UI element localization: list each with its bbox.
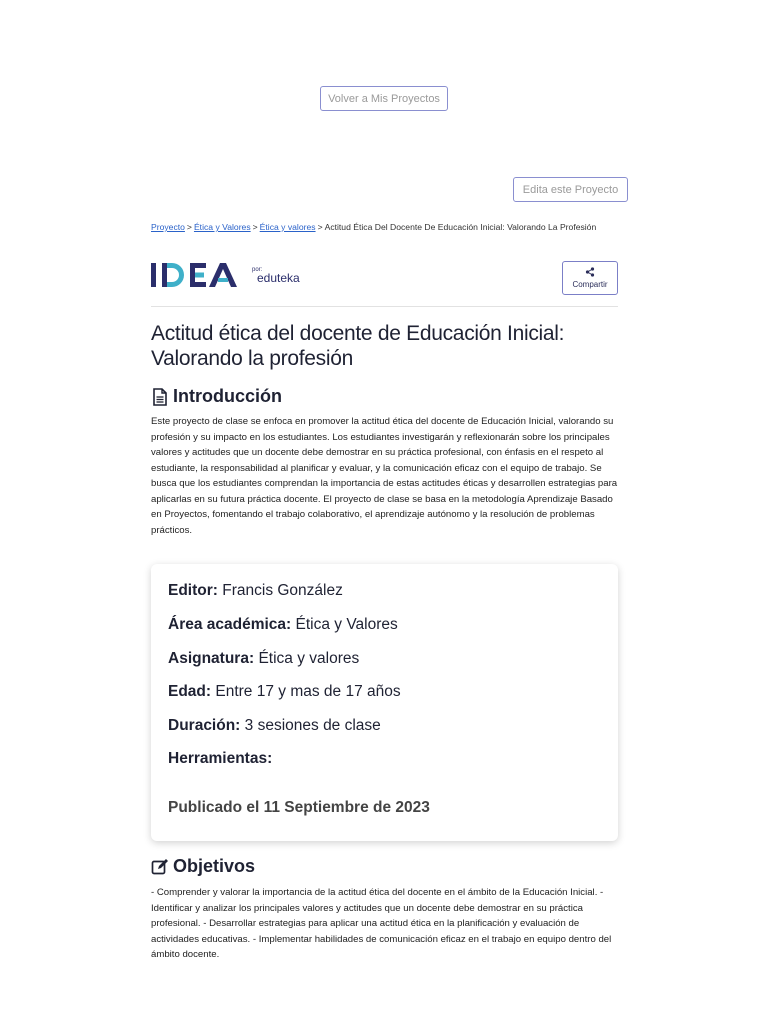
intro-text: Este proyecto de clase se enfoca en promover la actitud ética del docente de Educación Inicial, valorando su profesión y su impacto en los estudiantes. Los estudiantes investigarán y reflexionarán sobre los principales valores y actitudes que un docente debe demostrar en su práctica profesional, con énfasis en el respeto al estudiante, la responsabilidad al planificar y evaluar, y la comunicación eficaz con el equipo de trabajo. Se busca que los estudiantes comprendan la importancia de estas actitudes éticas y desarrollen estrategias para aplicarlas en su futura práctica docente. El proyecto de clase se basa en la metodología Aprendizaje Basado en Proyectos, fomentando el trabajo colaborativo, el aprendizaje autónomo y la resolución de problemas prácticos.	[151, 416, 618, 536]
intro-heading-label: Introducción	[173, 386, 282, 406]
share-button[interactable]	[562, 261, 618, 295]
editor-row: Editor: Francis González	[168, 582, 343, 599]
edit-icon	[151, 858, 169, 876]
back-to-projects-button[interactable]: Volver a Mis Proyectos	[320, 86, 448, 111]
svg-text:por:: por:	[252, 267, 263, 273]
objectives-heading	[151, 856, 255, 877]
tools-row: Herramientas:	[168, 750, 273, 767]
breadcrumb-link-area[interactable]: Ética y Valores	[193, 222, 251, 232]
breadcrumb-link-proyecto[interactable]: Proyecto	[151, 222, 185, 232]
intro-heading	[151, 386, 282, 407]
chevron-right-icon: >	[317, 222, 323, 232]
breadcrumb-current: Actitud Ética Del Docente De Educación Inicial: Valorando La Profesión	[324, 222, 597, 232]
share-label: Compartir	[572, 280, 608, 289]
duration-row: Duración: 3 sesiones de clase	[168, 717, 381, 734]
page-title: Actitud ética del docente de Educación Inicial: Valorando la profesión	[151, 322, 565, 370]
breadcrumb-link-subject[interactable]: Ética y valores	[259, 222, 316, 232]
project-info-card	[151, 564, 618, 841]
age-row: Edad: Entre 17 y mas de 17 años	[168, 683, 401, 700]
chevron-right-icon: >	[186, 222, 192, 232]
svg-text:eduteka: eduteka	[257, 271, 300, 285]
divider	[151, 306, 618, 307]
area-row: Área académica: Ética y Valores	[168, 616, 398, 633]
file-text-icon	[151, 388, 169, 406]
idea-logo-icon	[151, 260, 321, 290]
share-icon	[585, 267, 595, 277]
edit-project-button[interactable]: Edita este Proyecto	[513, 177, 628, 202]
objectives-heading-label: Objetivos	[173, 856, 256, 876]
chevron-right-icon: >	[252, 222, 258, 232]
subject-row: Asignatura: Ética y valores	[168, 650, 360, 667]
published-date: Publicado el 11 Septiembre de 2023	[168, 799, 430, 816]
breadcrumb	[151, 222, 631, 232]
idea-eduteka-logo[interactable]	[151, 260, 321, 290]
objectives-text: - Comprender y valorar la importancia de la actitud ética del docente en el ámbito de la Educación Inicial. - Identificar y analizar los principales valores y actitudes que un docente debe demostrar en su práctica profesional. - Desarrollar estrategias para aplicar una actitud ética en la planificación y evaluación de actividades educativas. - Implementar habilidades de comunicación eficaz en el trabajo en equipo dentro del ámbito docente.	[151, 887, 612, 960]
